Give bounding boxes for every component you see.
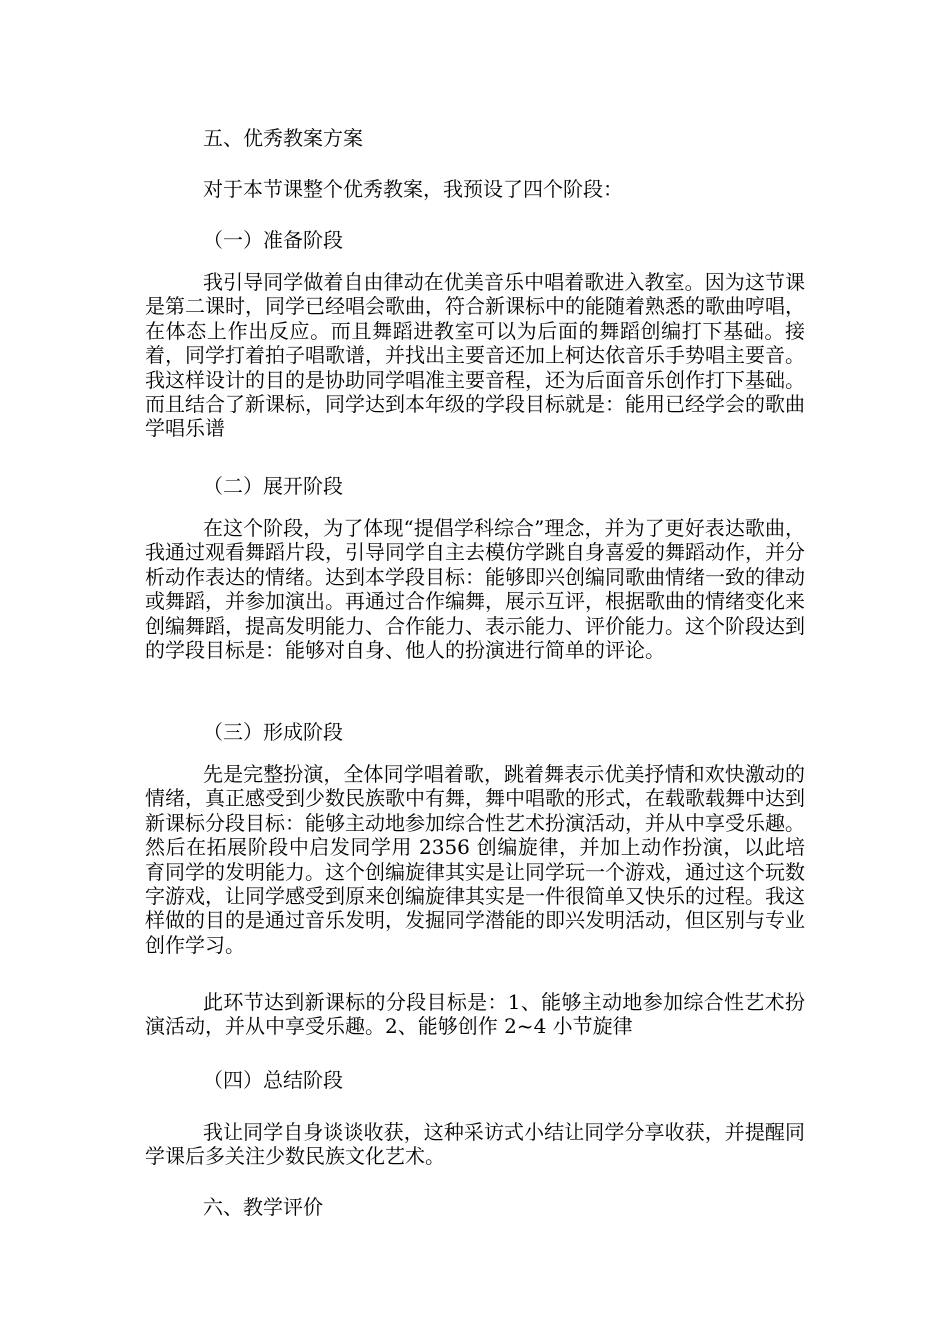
stage-two-paragraph: 在这个阶段，为了体现“提倡学科综合”理念，并为了更好表达歌曲，我通过观看舞蹈片段，引导同学自主去模仿学跳自身喜爱的舞蹈动作，并分析动作表达的情绪。达到本学段目标：能够即兴创编同歌曲情绪一致的律动或舞蹈，并参加演出。再通过合作编舞，展示互评，根据歌曲的情绪变化来创编舞蹈，提高发明能力、合作能力、表示能力、评价能力。这个阶段达到的学段目标是：能够对自身、他人的扮演进行简单的评论。 (145, 516, 805, 663)
stage-three-goal: 此环节达到新课标的分段目标是：1、能够主动地参加综合性艺术扮演活动，并从中享受乐趣。2、能够创作 2~4 小节旋律 (145, 990, 805, 1039)
stage-three-title: （三）形成阶段 (203, 720, 343, 744)
intro-text: 对于本节课整个优秀教案，我预设了四个阶段： (203, 177, 623, 201)
stage-one-title: （一）准备阶段 (203, 228, 343, 252)
stage-two-title: （二）展开阶段 (203, 474, 343, 498)
stage-three-paragraph: 先是完整扮演，全体同学唱着歌，跳着舞表示优美抒情和欢快激动的情绪，真正感受到少数民族歌中有舞，舞中唱歌的形式，在载歌载舞中达到新课标分段目标：能够主动地参加综合性艺术扮演活动，并从中享受乐趣。然后在拓展阶段中启发同学用 2356 创编旋律，并加上动作扮演，以此培育同学的发明能力。这个创编旋律其实是让同学玩一个游戏，通过这个玩数字游戏，让同学感受到原来创编旋律其实是一件很简单又快乐的过程。我这样做的目的是通过音乐发明，发掘同学潜能的即兴发明活动，但区别与专业创作学习。 (145, 762, 805, 957)
section-six-title: 六、教学评价 (203, 1195, 323, 1219)
stage-four-title: （四）总结阶段 (203, 1068, 343, 1092)
section-five-title: 五、优秀教案方案 (203, 126, 363, 150)
stage-one-paragraph: 我引导同学做着自由律动在优美音乐中唱着歌进入教室。因为这节课是第二课时，同学已经唱会歌曲，符合新课标中的能随着熟悉的歌曲哼唱，在体态上作出反应。而且舞蹈进教室可以为后面的舞蹈创编打下基础。接着，同学打着拍子唱歌谱，并找出主要音还加上柯达依音乐手势唱主要音。我这样设计的目的是协助同学唱准主要音程，还为后面音乐创作打下基础。而且结合了新课标，同学达到本年级的学段目标就是：能用已经学会的歌曲学唱乐谱 (145, 270, 805, 441)
stage-four-paragraph: 我让同学自身谈谈收获，这种采访式小结让同学分享收获，并提醒同学课后多关注少数民族文化艺术。 (145, 1120, 805, 1169)
